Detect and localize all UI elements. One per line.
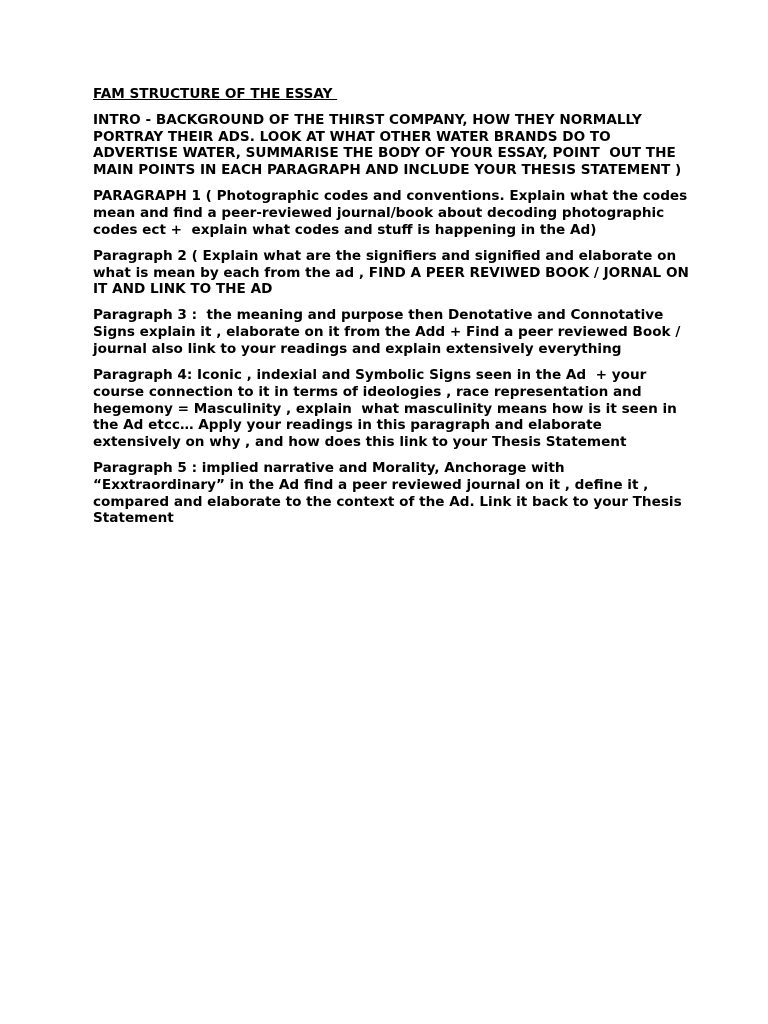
paragraph-3: Paragraph 3 : the meaning and purpose then Denotative and Connotative Signs explain it , elaborate on it from the Add + Find a peer reviewed Book / journal also link to your readings and explain extensively everything [93,307,686,357]
paragraph-5: Paragraph 5 : implied narrative and Morality, Anchorage with “Exxtraordinary” in the Ad find a peer reviewed journal on it , define it , compared and elaborate to the context of the Ad. Link it back to your Thesis Statement [93,460,687,527]
paragraph-4: Paragraph 4: Iconic , indexial and Symbolic Signs seen in the Ad + your course connection to it in terms of ideologies , race representation and hegemony = Masculinity , explain what masculinity means how is it seen in the Ad etcc… Apply your readings in this paragraph and elaborate extensively on why , and how does this link to your Thesis Statement [93,366,682,451]
paragraph-2: Paragraph 2 ( Explain what are the signifiers and signified and elaborate on what is mean by each from the ad , FIND A PEER REVIWED BOOK / JORNAL ON IT AND LINK TO THE AD [93,247,694,298]
paragraph-1: PARAGRAPH 1 ( Photographic codes and conventions. Explain what the codes mean and find a peer-reviewed journal/book about decoding photographic codes ect + explain what codes and stuff is happening in the Ad) [93,188,692,238]
intro-paragraph: INTRO - BACKGROUND OF THE THIRST COMPANY, HOW THEY NORMALLY PORTRAY THEIR ADS. LOOK AT WHAT OTHER WATER BRANDS DO TO ADVERTISE WATER, SUMMARISE THE BODY OF YOUR ESSAY, POINT OUT THE MAIN POINTS IN EACH PARAGRAPH AND INCLUDE YOUR THESIS STATEMENT ) [93,111,682,179]
document-page [93,86,693,536]
document-title: FAM STRUCTURE OF THE ESSAY [93,86,338,102]
